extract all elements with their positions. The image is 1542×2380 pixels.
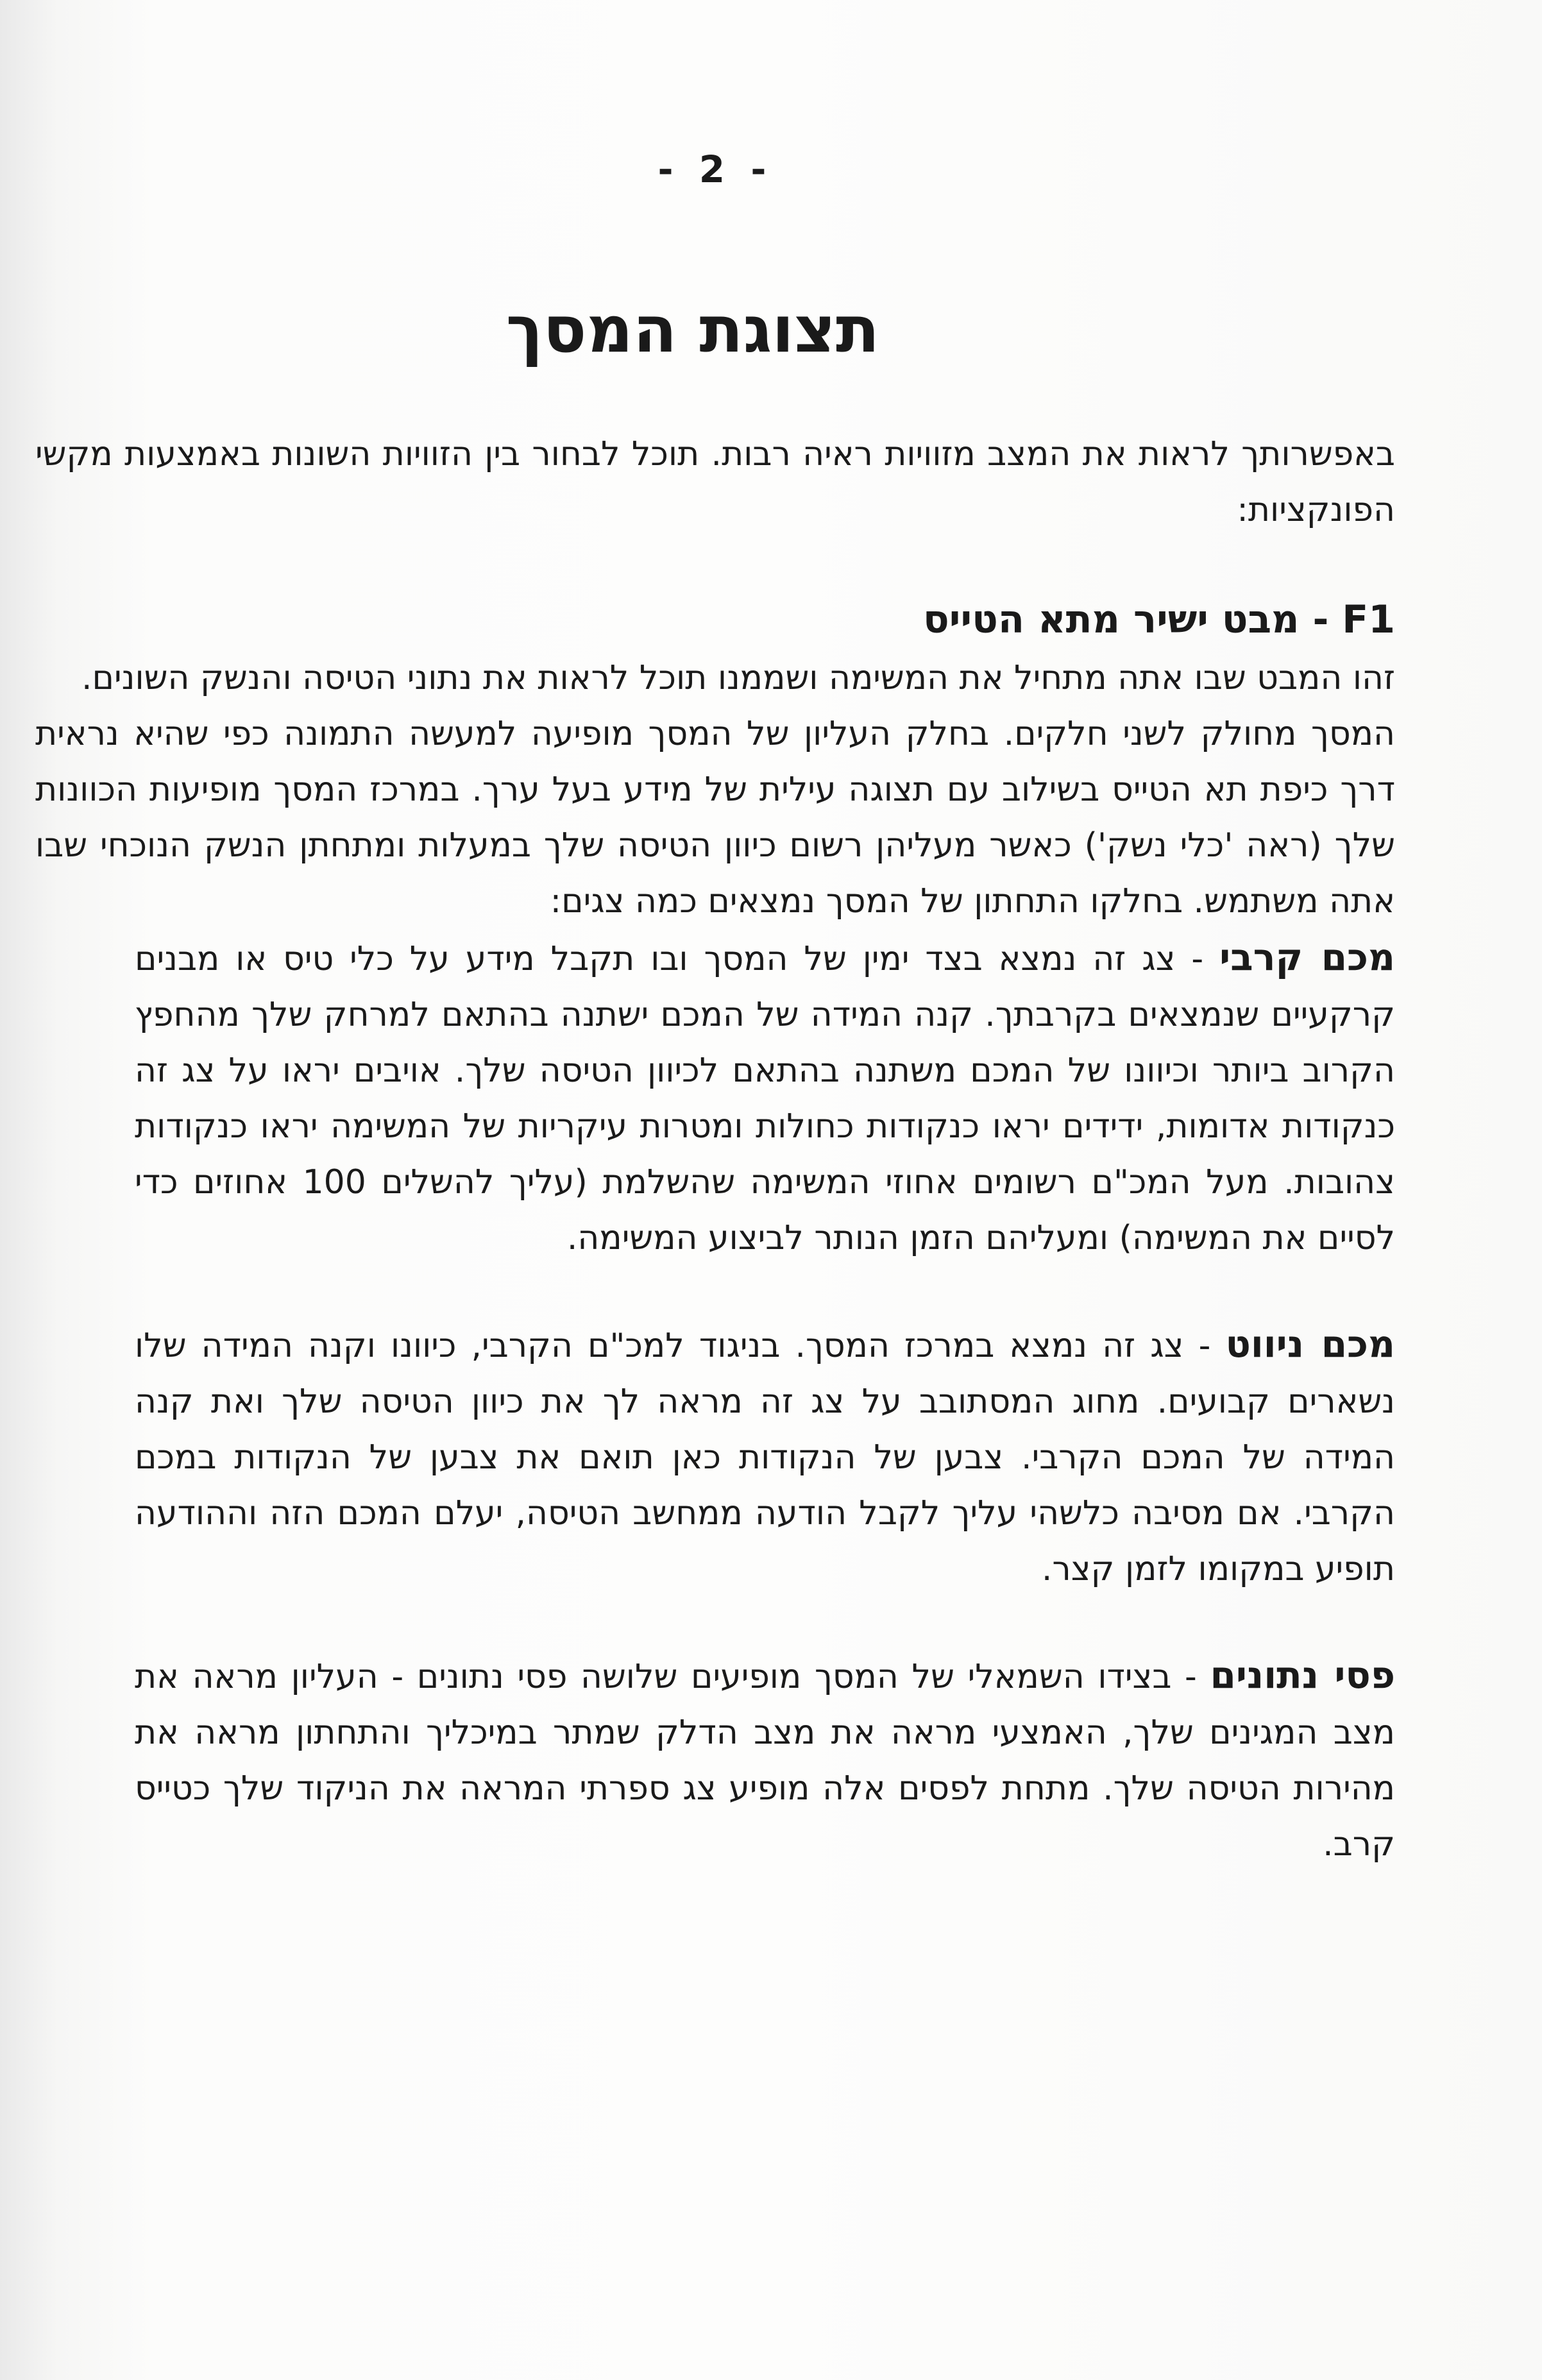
display-blocks — [35, 930, 1395, 1873]
section-heading-text: מבט ישיר מתא הטייס — [923, 597, 1300, 642]
block-data-bars — [135, 1647, 1395, 1873]
intro-paragraph: באפשרותך לראות את המצב מזוויות ראיה רבות. תוכל לבחור בין הזוויות השונות באמצעות מקשי הפונקציות: — [35, 435, 1395, 529]
f1-paragraph-2: המסך מחולק לשני חלקים. בחלק העליון של המסך מופיעה למעשה התמונה כפי שהיא נראית דרך כיפת תא הטייס בשילוב עם תצוגה עילית של מידע בעל ערך. במרכז המסך מופיעות הכוונות שלך (ראה 'כלי נשק') כאשר מעליהן רשום כיוון הטיסה שלך במעלות ומתחתן הנשק הנוכחי שבו אתה משתמש. בחלקו התחתון של המסך נמצאים כמה צגים: — [35, 715, 1395, 921]
page-title: תצוגת המסך — [505, 292, 880, 367]
f1-paragraph-1: זהו המבט שבו אתה מתחיל את המשימה ושממנו תוכל לראות את נתוני הטיסה והנשק השונים. — [81, 659, 1395, 697]
block-text: - צג זה נמצא בצד ימין של המסך ובו תקבל מידע על כלי טיס או מבנים קרקעיים שנמצאים בקרבתך. קנה המידה של המכם ישתנה בהתאם למרחק שלך מהחפץ הקרוב ביותר וכיוונו של המכם משתנה בהתאם לכיוון הטיסה שלך. אויבים יראו על צג זה כנקודות אדומות, ידידים יראו כנקודות כחולות ומטרות עיקריות של המשימה יראו כנקודות צהובות. מעל המכ"ם רשומים אחוזי המשימה שהשלמת (עליך להשלים 100 אחוזים כדי לסיים את המשימה) ומעליהם הזמן הנותר לביצוע המשימה. — [135, 940, 1395, 1257]
block-navigation-radar — [135, 1316, 1395, 1597]
page-number: - 2 - — [657, 148, 773, 191]
block-text: - בצידו השמאלי של המסך מופיעים שלושה פסי נתונים - העליון מראה את מצב המגינים שלך, האמצעי מראה את מצב הדלק שמתר במיכליך והתחתון מראה את מהירות הטיסה שלך. מתחת לפסים אלה מופיע צג ספרתי המראה את הניקוד שלך כטייס קרב. — [135, 1658, 1395, 1864]
page-content — [35, 427, 1395, 1873]
heading-separator: - — [1299, 597, 1343, 642]
function-key-label: F1 — [1342, 597, 1395, 642]
block-label: מכם ניווט — [1225, 1322, 1395, 1366]
block-label: פסי נתונים — [1210, 1653, 1395, 1697]
block-label: מכם קרבי — [1219, 935, 1395, 979]
section-heading-f1 — [35, 590, 1395, 650]
block-combat-radar — [135, 930, 1395, 1266]
block-text: - צג זה נמצא במרכז המסך. בניגוד למכ"ם הקרבי, כיוונו וקנה המידה שלו נשארים קבועים. מחוג המסתובב על צג זה מראה לך את כיוון הטיסה שלך ואת קנה המידה של המכם הקרבי. צבען של הנקודות כאן תואם את צבען של הנקודות במכם הקרבי. אם מסיבה כלשהי עליך לקבל הודעה ממחשב הטיסה, יעלם המכם הזה וההודעה תופיע במקומו לזמן קצר. — [135, 1327, 1395, 1588]
